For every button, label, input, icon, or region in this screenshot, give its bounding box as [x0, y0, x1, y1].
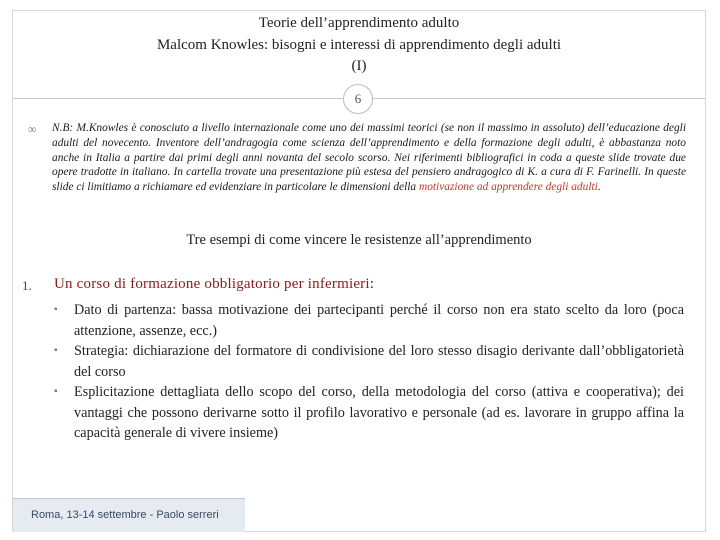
book-icon: ∞	[28, 122, 37, 136]
bullet-text: Esplicitazione dettagliata dello scopo del corso, della metodologia del corso (attiva e cooperativa); dei vantaggi che possono derivarne sotto il profilo lavorativo e personale (ad es. lavorare in gruppo affina la capacità generale di vivere insieme)	[74, 384, 684, 441]
note-tail: .	[597, 181, 601, 194]
header-title-line-2: Malcom Knowles: bisogni e interessi di apprendimento degli adulti	[156, 37, 562, 53]
list-item-title	[54, 276, 374, 293]
note-text	[52, 121, 686, 195]
footer-text: Roma, 13-14 settembre - Paolo serreri	[31, 509, 219, 521]
bullet-item	[54, 382, 684, 444]
slide-footer	[13, 498, 245, 532]
bullet-item	[54, 300, 684, 341]
list-number: 1.	[22, 278, 32, 293]
header-title-line-1: Teorie dell’apprendimento adulto	[258, 15, 460, 31]
bullet-icon: ▪	[54, 304, 58, 315]
header-title-line-3: (I)	[351, 58, 367, 74]
list-title-colon: :	[369, 276, 375, 292]
note-highlight: motivazione ad apprendere degli adulti	[418, 181, 598, 194]
section-subtitle: Tre esempi di come vincere le resistenze all’apprendimento	[186, 232, 532, 248]
slide-header	[13, 11, 705, 87]
bullet-text: Strategia: dichiarazione del formatore di condivisione del loro stesso disagio derivante dall’obbligatorietà del corso	[74, 343, 684, 380]
page-number: 6	[354, 91, 362, 106]
bullet-text: Dato di partenza: bassa motivazione dei partecipanti perché il corso non era stato scelto da loro (poca attenzione, assenze, ecc.)	[74, 302, 684, 339]
list-title-text: Un corso di formazione obbligatorio per infermieri	[54, 276, 370, 292]
note-body: N.B: M.Knowles è conosciuto a livello internazionale come uno dei massimi teorici (se non il massimo in assoluto) dell’educazione degli adulti del novecento. Inventore dell’andragogia come scienza dell’apprendimento e della formazione degli adulti, è abbastanza noto anche in Italia a partire dai primi degli anni novanta del secolo scorso. Nei riferimenti bibliografici in coda a queste slide trovate due opere tradotte in italiano. In cartella trovate una presentazione più estesa del pensiero andragogico di K. a cura di F. Farinelli. In queste slide ci limitiamo a richiamare ed evidenziare in particolare le dimensioni della	[52, 122, 686, 194]
bullet-icon: ▪	[54, 345, 58, 356]
bullet-list	[54, 300, 684, 444]
page-number-badge	[343, 84, 373, 114]
bullet-item	[54, 341, 684, 382]
bullet-icon: ▪	[54, 386, 58, 397]
